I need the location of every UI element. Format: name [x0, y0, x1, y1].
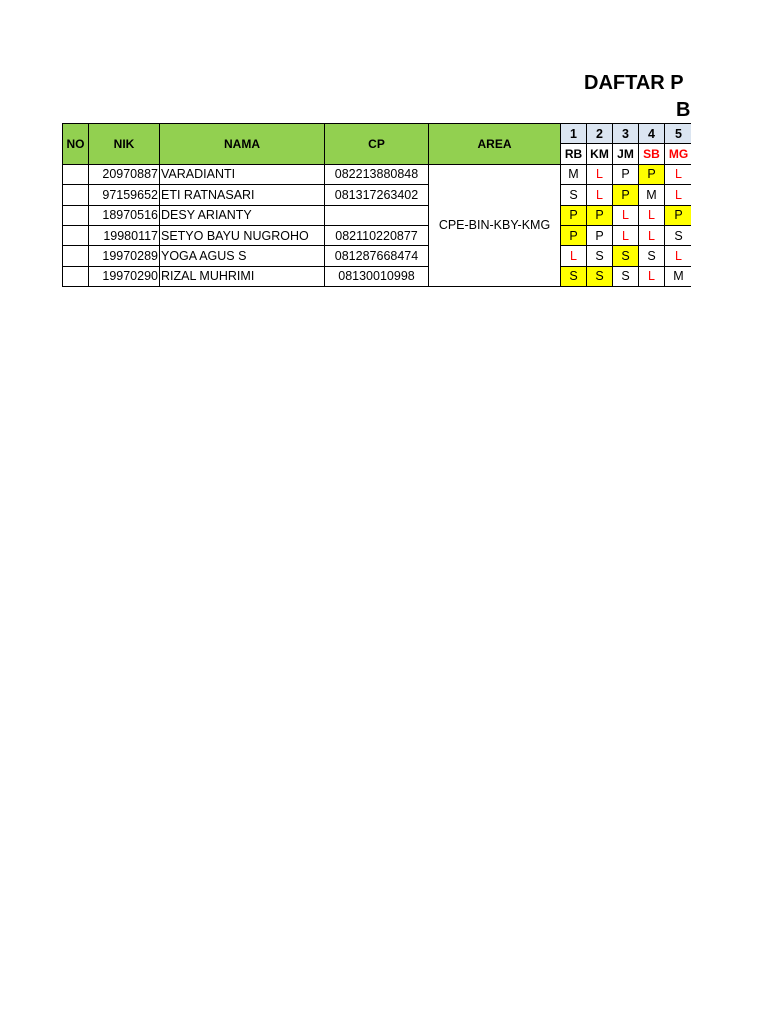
cell-no[interactable] — [63, 164, 89, 184]
cell-shift[interactable]: P — [639, 164, 665, 184]
cell-shift[interactable]: L — [665, 185, 693, 205]
cell-no[interactable] — [63, 246, 89, 266]
cell-shift[interactable]: P — [561, 225, 587, 245]
table-row — [63, 246, 693, 266]
cell-shift[interactable]: P — [665, 205, 693, 225]
cell-shift[interactable]: M — [639, 185, 665, 205]
cell-cp[interactable]: 082110220877 — [325, 225, 429, 245]
cell-nik[interactable]: 19970289 — [89, 246, 160, 266]
header-cp: CP — [325, 124, 429, 165]
table-row — [63, 185, 693, 205]
cell-shift[interactable]: P — [587, 225, 613, 245]
cell-nama[interactable]: DESY ARIANTY — [160, 205, 325, 225]
cell-shift[interactable]: S — [587, 246, 613, 266]
cell-nik[interactable]: 19970290 — [89, 266, 160, 286]
cell-shift[interactable]: L — [587, 164, 613, 184]
cell-shift[interactable]: M — [561, 164, 587, 184]
cell-no[interactable] — [63, 266, 89, 286]
cell-shift[interactable]: L — [613, 205, 639, 225]
cell-shift[interactable]: L — [587, 185, 613, 205]
header-nik: NIK — [89, 124, 160, 165]
cell-shift[interactable]: S — [587, 266, 613, 286]
header-nama: NAMA — [160, 124, 325, 165]
header-no: NO — [63, 124, 89, 165]
cell-nama[interactable]: YOGA AGUS S — [160, 246, 325, 266]
cell-shift[interactable]: P — [587, 205, 613, 225]
sheet-viewport-edge — [691, 0, 768, 1024]
day-number: 3 — [613, 124, 639, 144]
sheet-subtitle: B — [676, 99, 691, 121]
cell-nama[interactable]: ETI RATNASARI — [160, 185, 325, 205]
cell-shift[interactable]: L — [561, 246, 587, 266]
cell-no[interactable] — [63, 225, 89, 245]
cell-shift[interactable]: L — [613, 225, 639, 245]
header-area: AREA — [429, 124, 561, 165]
cell-shift[interactable]: L — [639, 266, 665, 286]
table-row — [63, 266, 693, 286]
cell-nama[interactable]: SETYO BAYU NUGROHO — [160, 225, 325, 245]
cell-cp[interactable]: 081287668474 — [325, 246, 429, 266]
cell-shift[interactable]: S — [665, 225, 693, 245]
cell-shift[interactable]: L — [665, 246, 693, 266]
day-number: 5 — [665, 124, 693, 144]
cell-nik[interactable]: 18970516 — [89, 205, 160, 225]
day-name: KM — [587, 144, 613, 164]
table-row — [63, 205, 693, 225]
cell-shift[interactable]: S — [613, 266, 639, 286]
cell-no[interactable] — [63, 205, 89, 225]
day-name-weekend: MG — [665, 144, 693, 164]
day-number: 1 — [561, 124, 587, 144]
cell-shift[interactable]: S — [639, 246, 665, 266]
cell-shift[interactable]: S — [613, 246, 639, 266]
cell-cp[interactable]: 081317263402 — [325, 185, 429, 205]
cell-nik[interactable]: 97159652 — [89, 185, 160, 205]
cell-shift[interactable]: L — [639, 225, 665, 245]
day-number: 4 — [639, 124, 665, 144]
sheet-title: DAFTAR P — [584, 72, 684, 94]
table-row — [63, 225, 693, 245]
cell-cp[interactable]: 082213880848 — [325, 164, 429, 184]
cell-cp[interactable]: 08130010998 — [325, 266, 429, 286]
table-body — [63, 164, 693, 286]
cell-shift[interactable]: P — [613, 164, 639, 184]
cell-shift[interactable]: P — [613, 185, 639, 205]
schedule-table — [62, 123, 693, 287]
cell-nama[interactable]: VARADIANTI — [160, 164, 325, 184]
day-name: JM — [613, 144, 639, 164]
cell-shift[interactable]: M — [665, 266, 693, 286]
day-name: RB — [561, 144, 587, 164]
cell-shift[interactable]: S — [561, 185, 587, 205]
cell-shift[interactable]: S — [561, 266, 587, 286]
table-row — [63, 164, 693, 184]
cell-area[interactable]: CPE-BIN-KBY-KMG — [429, 164, 561, 286]
cell-shift[interactable]: L — [639, 205, 665, 225]
cell-nik[interactable]: 20970887 — [89, 164, 160, 184]
day-name-weekend: SB — [639, 144, 665, 164]
day-number: 2 — [587, 124, 613, 144]
cell-no[interactable] — [63, 185, 89, 205]
cell-shift[interactable]: L — [665, 164, 693, 184]
cell-nik[interactable]: 19980117 — [89, 225, 160, 245]
cell-nama[interactable]: RIZAL MUHRIMI — [160, 266, 325, 286]
cell-cp[interactable] — [325, 205, 429, 225]
cell-shift[interactable]: P — [561, 205, 587, 225]
